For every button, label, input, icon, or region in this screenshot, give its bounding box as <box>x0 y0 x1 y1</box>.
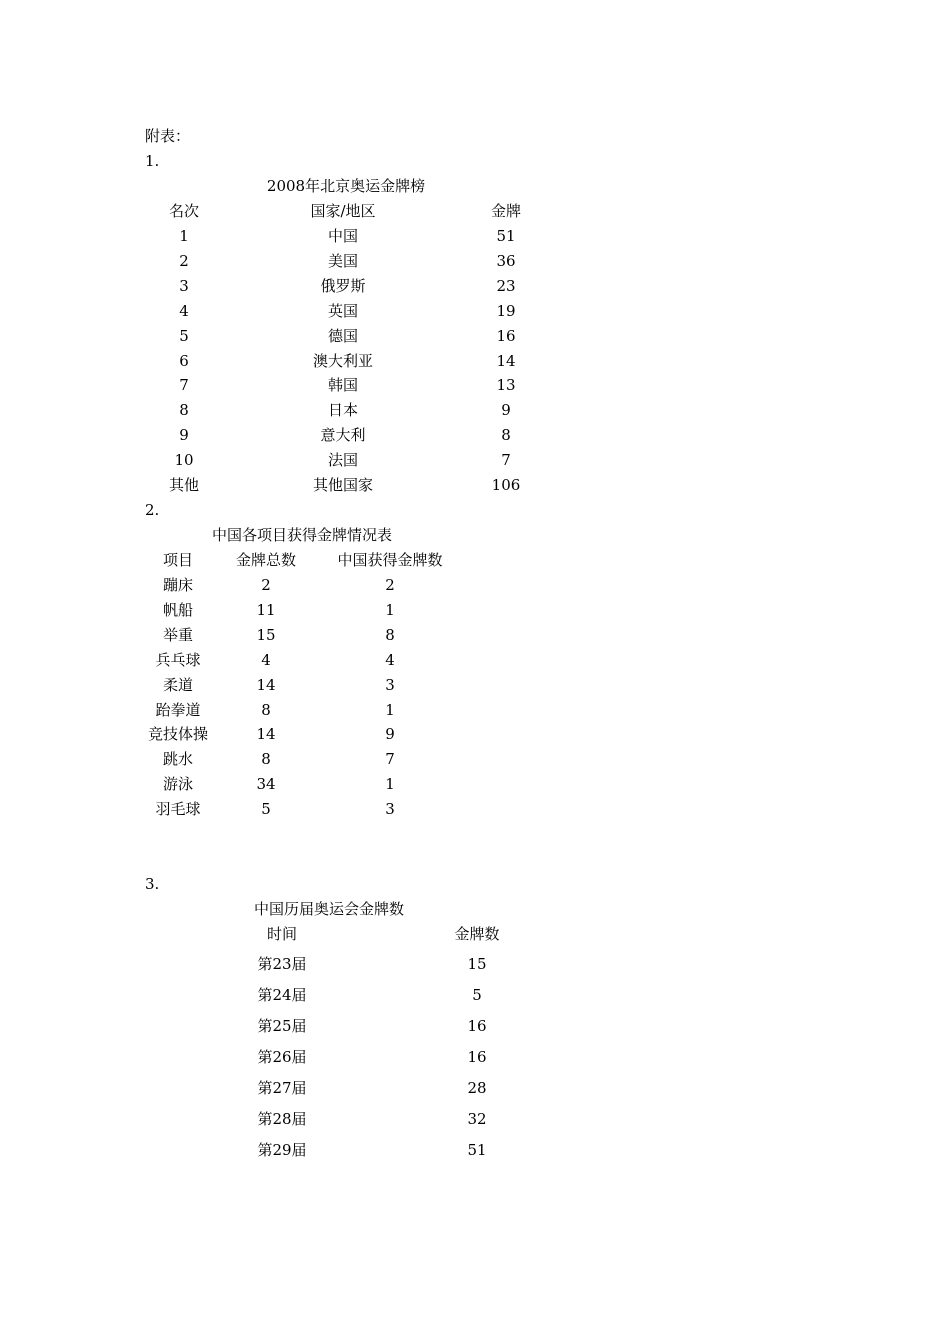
rank-cell: 9 <box>179 426 189 445</box>
total-gold-cell: 34 <box>256 775 276 794</box>
country-cell: 日本 <box>327 401 359 420</box>
gold-cell: 14 <box>496 351 516 370</box>
event-cell: 羽毛球 <box>155 800 201 819</box>
china-gold-cell: 1 <box>385 600 395 619</box>
event-cell: 游泳 <box>162 775 194 794</box>
china-gold-cell: 3 <box>385 800 395 819</box>
total-gold-cell: 15 <box>256 625 276 644</box>
gold-cell: 7 <box>501 451 511 470</box>
total-gold-cell: 8 <box>261 750 271 769</box>
china-gold-cell: 1 <box>385 700 395 719</box>
appendix-heading: 附表： <box>145 127 191 145</box>
table-3-header-time: 时间 <box>266 925 298 943</box>
china-gold-cell: 2 <box>385 576 395 594</box>
china-gold-cell: 1 <box>385 775 395 794</box>
table-1-header-rank: 名次 <box>168 202 200 220</box>
games-cell: 第25届 <box>257 1017 307 1035</box>
rank-cell: 5 <box>179 326 189 345</box>
country-cell: 其他国家 <box>312 476 374 494</box>
gold-cell: 106 <box>491 476 521 494</box>
gold-cell: 13 <box>496 376 516 395</box>
gold-cell: 51 <box>496 227 516 245</box>
country-cell: 澳大利亚 <box>312 351 374 370</box>
china-gold-cell: 3 <box>385 675 395 694</box>
table-2-header-china: 中国获得金牌数 <box>337 551 443 569</box>
total-gold-cell: 2 <box>261 576 271 594</box>
total-gold-cell: 11 <box>256 600 276 619</box>
gold-count-cell: 51 <box>467 1141 487 1159</box>
table-1-header-gold: 金牌 <box>490 202 522 220</box>
rank-cell: 3 <box>179 276 189 295</box>
event-cell: 跆拳道 <box>155 700 201 719</box>
china-gold-cell: 9 <box>385 725 395 744</box>
event-cell: 举重 <box>162 625 194 644</box>
total-gold-cell: 5 <box>261 800 271 819</box>
rank-cell: 8 <box>179 401 189 420</box>
event-cell: 柔道 <box>162 675 194 694</box>
rank-cell: 6 <box>179 351 189 370</box>
games-cell: 第28届 <box>257 1110 307 1128</box>
event-cell: 跳水 <box>162 750 194 769</box>
total-gold-cell: 4 <box>261 650 271 669</box>
section-3-title: 中国历届奥运会金牌数 <box>253 900 405 918</box>
total-gold-cell: 8 <box>261 700 271 719</box>
table-1-header-country: 国家/地区 <box>310 202 376 220</box>
country-cell: 意大利 <box>320 426 366 445</box>
gold-count-cell: 16 <box>467 1017 487 1035</box>
section-2-title: 中国各项目获得金牌情况表 <box>211 526 393 544</box>
games-cell: 第27届 <box>257 1079 307 1097</box>
rank-cell: 1 <box>179 227 189 245</box>
gold-count-cell: 5 <box>472 986 482 1004</box>
table-3-header-gold: 金牌数 <box>454 925 500 943</box>
rank-cell: 2 <box>179 251 189 270</box>
gold-count-cell: 32 <box>467 1110 487 1128</box>
gold-cell: 23 <box>496 276 516 295</box>
total-gold-cell: 14 <box>256 675 276 694</box>
games-cell: 第26届 <box>257 1048 307 1066</box>
country-cell: 美国 <box>327 251 359 270</box>
event-cell: 蹦床 <box>162 576 194 594</box>
section-1-title: 2008年北京奥运金牌榜 <box>266 177 426 195</box>
country-cell: 俄罗斯 <box>320 276 366 295</box>
rank-cell: 10 <box>174 451 194 470</box>
gold-cell: 19 <box>496 301 516 320</box>
games-cell: 第23届 <box>257 955 307 973</box>
event-cell: 帆船 <box>162 600 194 619</box>
china-gold-cell: 7 <box>385 750 395 769</box>
china-gold-cell: 4 <box>385 650 395 669</box>
gold-count-cell: 15 <box>467 955 487 973</box>
rank-cell: 7 <box>179 376 189 395</box>
table-2-header-total: 金牌总数 <box>235 551 297 569</box>
china-gold-cell: 8 <box>385 625 395 644</box>
section-3-number: 3. <box>145 875 160 893</box>
event-cell: 兵乓球 <box>155 650 201 669</box>
gold-count-cell: 28 <box>467 1079 487 1097</box>
table-2-header-event: 项目 <box>162 551 194 569</box>
games-cell: 第29届 <box>257 1141 307 1159</box>
country-cell: 韩国 <box>327 376 359 395</box>
gold-count-cell: 16 <box>467 1048 487 1066</box>
gold-cell: 16 <box>496 326 516 345</box>
country-cell: 法国 <box>327 451 359 470</box>
rank-cell: 其他 <box>168 476 200 494</box>
section-2-number: 2. <box>145 501 160 519</box>
total-gold-cell: 14 <box>256 725 276 744</box>
event-cell: 竞技体操 <box>147 725 209 744</box>
section-1-number: 1. <box>145 152 160 170</box>
gold-cell: 9 <box>501 401 511 420</box>
country-cell: 英国 <box>327 301 359 320</box>
country-cell: 中国 <box>327 227 359 245</box>
gold-cell: 36 <box>496 251 516 270</box>
gold-cell: 8 <box>501 426 511 445</box>
country-cell: 德国 <box>327 326 359 345</box>
games-cell: 第24届 <box>257 986 307 1004</box>
rank-cell: 4 <box>179 301 189 320</box>
